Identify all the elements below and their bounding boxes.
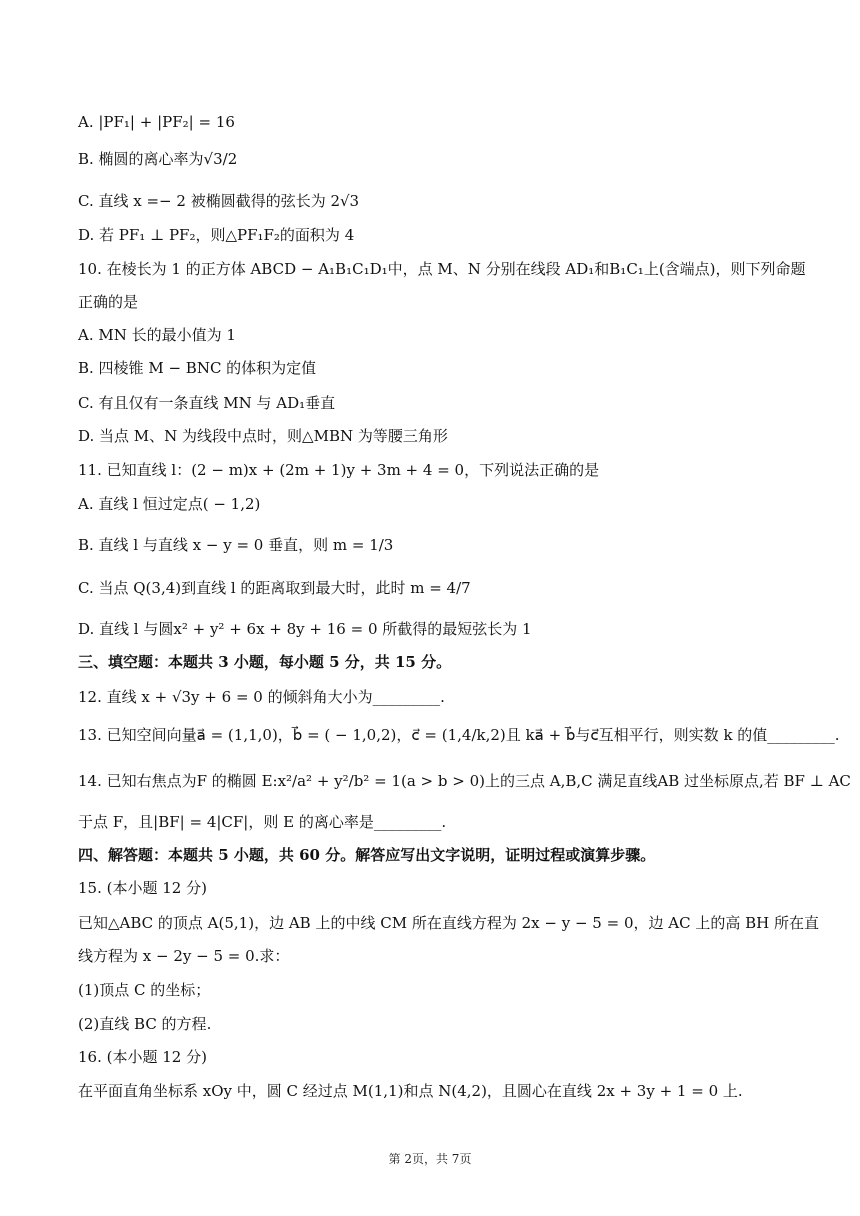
text-line: D. 直线 l 与圆x² + y² + 6x + 8y + 16 = 0 所截得的最短弦长为 1 [78, 620, 532, 638]
text-line: D. 当点 M、N 为线段中点时，则△MBN 为等腰三角形 [78, 427, 448, 445]
text-line: 15. (本小题 12 分) [78, 879, 207, 897]
text-line: D. 若 PF₁ ⊥ PF₂，则△PF₁F₂的面积为 4 [78, 226, 355, 244]
section-heading: 三、填空题：本题共 3 小题，每小题 5 分，共 15 分。 [78, 653, 452, 671]
page-footer: 第 2页，共 7页 [388, 1152, 472, 1166]
text-line: 正确的是 [78, 293, 139, 311]
text-line: B. 椭圆的离心率为√3/2 [78, 150, 238, 168]
text-line: B. 直线 l 与直线 x − y = 0 垂直，则 m = 1/3 [78, 536, 394, 554]
text-line: C. 直线 x =− 2 被椭圆截得的弦长为 2√3 [78, 192, 360, 210]
text-line: 线方程为 x − 2y − 5 = 0.求： [78, 947, 290, 965]
text-line: A. MN 长的最小值为 1 [78, 326, 236, 344]
text-line: 16. (本小题 12 分) [78, 1048, 207, 1066]
text-line: 于点 F，且|BF| = 4|CF|，则 E 的离心率是_________. [78, 813, 447, 831]
text-line: 已知△ABC 的顶点 A(5,1)，边 AB 上的中线 CM 所在直线方程为 2x − y − 5 = 0，边 AC 上的高 BH 所在直 [78, 914, 819, 932]
text-line: 14. 已知右焦点为F 的椭圆 E:x²/a² + y²/b² = 1(a > b > 0)上的三点 A,B,C 满足直线AB 过坐标原点,若 BF ⊥ AC [78, 772, 851, 790]
text-line: 11. 已知直线 l：(2 − m)x + (2m + 1)y + 3m + 4 = 0，下列说法正确的是 [78, 461, 600, 479]
text-line: 10. 在棱长为 1 的正方体 ABCD − A₁B₁C₁D₁中，点 M、N 分别在线段 AD₁和B₁C₁上(含端点)，则下列命题 [78, 260, 806, 278]
text-line: C. 有且仅有一条直线 MN 与 AD₁垂直 [78, 394, 336, 412]
text-line: 13. 已知空间向量a⃗ = (1,1,0)，b⃗ = ( − 1,0,2)，c⃗ = (1,4/k,2)且 ka⃗ + b⃗与c⃗互相平行，则实数 k 的值_________. [78, 726, 840, 744]
section-heading: 四、解答题：本题共 5 小题，共 60 分。解答应写出文字说明，证明过程或演算步骤。 [78, 846, 656, 864]
text-line: C. 当点 Q(3,4)到直线 l 的距离取到最大时，此时 m = 4/7 [78, 579, 471, 597]
text-line: A. |PF₁| + |PF₂| = 16 [78, 113, 235, 131]
text-line: 12. 直线 x + √3y + 6 = 0 的倾斜角大小为_________. [78, 688, 445, 706]
text-line: B. 四棱锥 M − BNC 的体积为定值 [78, 359, 317, 377]
text-line: A. 直线 l 恒过定点( − 1,2) [78, 495, 261, 513]
text-line: 在平面直角坐标系 xOy 中，圆 C 经过点 M(1,1)和点 N(4,2)，且圆心在直线 2x + 3y + 1 = 0 上. [78, 1082, 743, 1100]
text-line: (2)直线 BC 的方程. [78, 1015, 212, 1033]
text-line: (1)顶点 C 的坐标； [78, 981, 211, 999]
